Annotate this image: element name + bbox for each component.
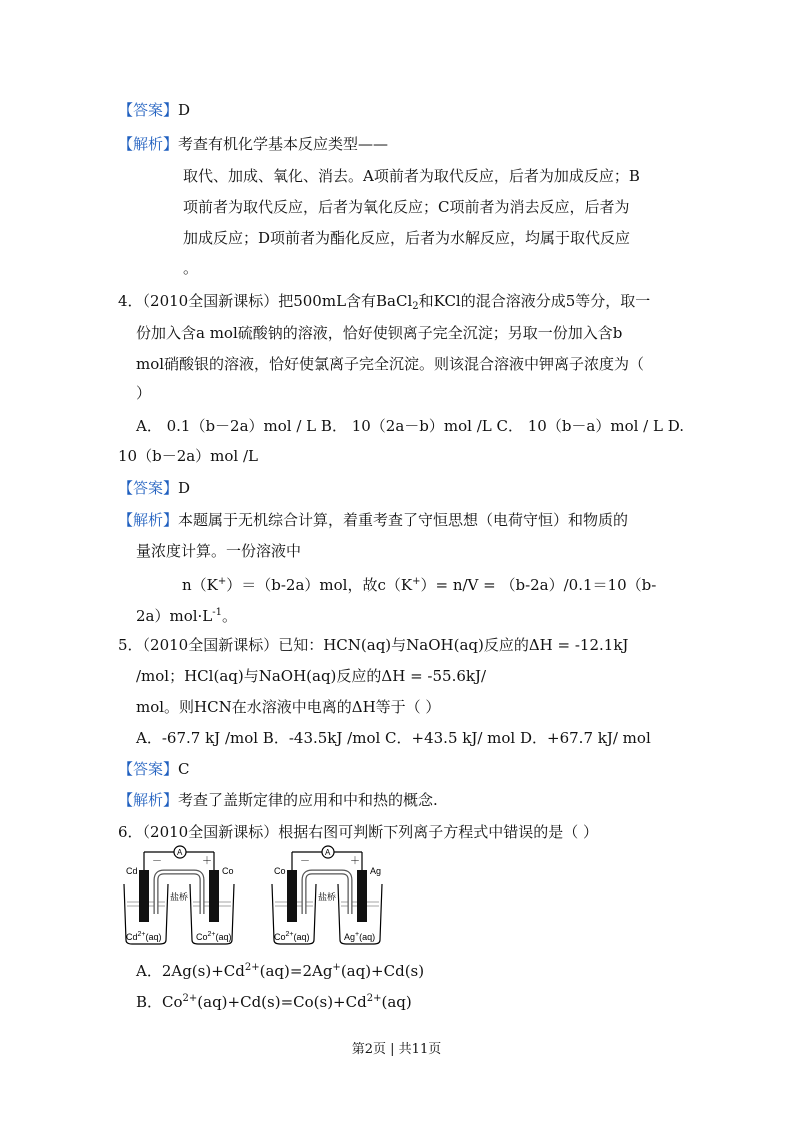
superscript: + — [412, 576, 421, 587]
options-line: 10（b－2a）mol /L — [118, 447, 259, 465]
salt-bridge-label: 盐桥 — [170, 892, 189, 902]
superscript: 2+ — [182, 993, 198, 1004]
stem-text: （2010全国新课标）把500mL含有BaCl — [142, 292, 413, 310]
solution-label: $Co^{2+}(aq)$ — [196, 931, 232, 942]
superscript: 2+ — [244, 962, 260, 973]
options-line: A．-67.7 kJ /mol B．-43.5kJ /mol C．+43.5 kJ/ mol D．+67.7 kJ/ mol — [136, 729, 651, 747]
electrode-label: Co — [274, 866, 286, 876]
electrode-label: Cd — [126, 866, 138, 876]
stem-text: mol。则HCN在水溶液中电离的ΔH等于（ ） — [136, 698, 441, 716]
electrode-left — [287, 870, 297, 922]
ammeter-label: A — [325, 848, 331, 857]
stem-text: 和KCl的混合溶液分成5等分，取一 — [418, 292, 651, 310]
analysis-text: 。 — [183, 259, 199, 277]
stem-text: 份加入含a mol硫酸钠的溶液，恰好使钡离子完全沉淀；另取一份加入含b — [136, 324, 623, 342]
analysis-text: 量浓度计算。一份溶液中 — [136, 542, 302, 560]
stem-text: /mol；HCl(aq)与NaOH(aq)反应的ΔH = -55.6kJ/ — [136, 667, 487, 685]
analysis-text: 本题属于无机综合计算，着重考查了守恒思想（电荷守恒）和物质的 — [178, 511, 629, 529]
answer-value: D — [178, 101, 191, 119]
analysis-title: 考查有机化学基本反应类型—— — [178, 135, 389, 153]
question-5-stem — [118, 635, 628, 655]
question-4-stem — [118, 291, 650, 317]
answer-line-q5 — [118, 759, 190, 779]
analysis-line-q4 — [118, 510, 628, 530]
stem-text: mol硝酸银的溶液，恰好使氯离子完全沉淀。则该混合溶液中钾离子浓度为（ — [136, 355, 645, 373]
calculation-line — [182, 572, 656, 595]
electrode-right — [357, 870, 367, 922]
electrode-left — [139, 870, 149, 922]
calculation-line — [136, 603, 237, 626]
stem-text: （2010全国新课标）已知：HCN(aq)与NaOH(aq)反应的ΔH = -12.1kJ — [142, 636, 629, 654]
question-number: 5． — [118, 636, 143, 654]
superscript: + — [217, 576, 227, 587]
stem-text: ） — [136, 384, 152, 402]
calc-text: 2a）mol·L — [136, 607, 213, 625]
answer-label: 【答案】 — [118, 479, 179, 497]
equation-text: A．2Ag(s)+Cd — [136, 962, 245, 980]
solution-label: Ag+(aq) — [344, 931, 376, 942]
answer-value: D — [178, 479, 191, 497]
superscript: 2+ — [366, 993, 382, 1004]
answer-label: 【答案】 — [118, 760, 179, 778]
option-a — [136, 958, 424, 981]
plus-sign: ＋ — [350, 856, 360, 867]
superscript: + — [332, 962, 341, 973]
calc-text: ）= n/V = （b-2a）/0.1＝10（b- — [420, 576, 657, 594]
equation-text: (aq) — [381, 993, 412, 1011]
calc-text: n（K — [182, 576, 218, 594]
equation-text: (aq)=2Ag — [259, 962, 333, 980]
question-number: 6． — [118, 823, 143, 841]
answer-value: C — [178, 760, 190, 778]
solution-label: $Cd^{2+}(aq)$ — [126, 931, 162, 942]
ammeter-label: A — [177, 848, 183, 857]
minus-sign: － — [300, 856, 310, 867]
minus-sign: － — [152, 856, 162, 867]
analysis-label: 【解析】 — [118, 511, 179, 529]
analysis-text: 项前者为取代反应，后者为氧化反应；C项前者为消去反应，后者为 — [183, 198, 630, 216]
analysis-label: 【解析】 — [118, 135, 179, 153]
subscript: 2 — [412, 301, 419, 312]
question-number: 4． — [118, 292, 143, 310]
plus-sign: ＋ — [202, 856, 212, 867]
electrode-label: Ag — [370, 866, 382, 876]
answer-line-q4 — [118, 478, 190, 498]
analysis-label: 【解析】 — [118, 791, 179, 809]
galvanic-cell-diagrams — [118, 844, 398, 948]
option-b — [136, 989, 412, 1012]
analysis-line-q3 — [118, 134, 388, 154]
electrode-label: Co — [222, 866, 234, 876]
answer-line-q3 — [118, 100, 190, 120]
page-footer: 第2页 | 共11页 — [351, 1042, 442, 1057]
analysis-text: 取代、加成、氧化、消去。A项前者为取代反应，后者为加成反应；B — [183, 167, 640, 185]
stem-text: （2010全国新课标）根据右图可判断下列离子方程式中错误的是（ ） — [142, 823, 598, 841]
superscript: -1 — [212, 607, 223, 618]
options-line: A． 0.1（b－2a）mol / L B． 10（2a－b）mol /L C． 10（b－a）mol / L D. — [136, 417, 684, 435]
calc-text: 。 — [222, 607, 238, 625]
equation-text: B．Co — [136, 993, 183, 1011]
salt-bridge-label: 盐桥 — [318, 892, 337, 902]
analysis-line-q5 — [118, 790, 438, 810]
solution-label: $Co^{2+}(aq)$ — [274, 931, 310, 942]
analysis-text: 加成反应；D项前者为酯化反应，后者为水解反应，均属于取代反应 — [183, 229, 631, 247]
equation-text: (aq)+Cd(s) — [340, 962, 425, 980]
calc-text: ）＝（b-2a）mol，故c（K — [226, 576, 413, 594]
electrode-right — [209, 870, 219, 922]
question-6-stem — [118, 822, 598, 842]
answer-label: 【答案】 — [118, 101, 179, 119]
analysis-text: 考查了盖斯定律的应用和中和热的概念. — [178, 791, 438, 809]
equation-text: (aq)+Cd(s)=Co(s)+Cd — [197, 993, 367, 1011]
